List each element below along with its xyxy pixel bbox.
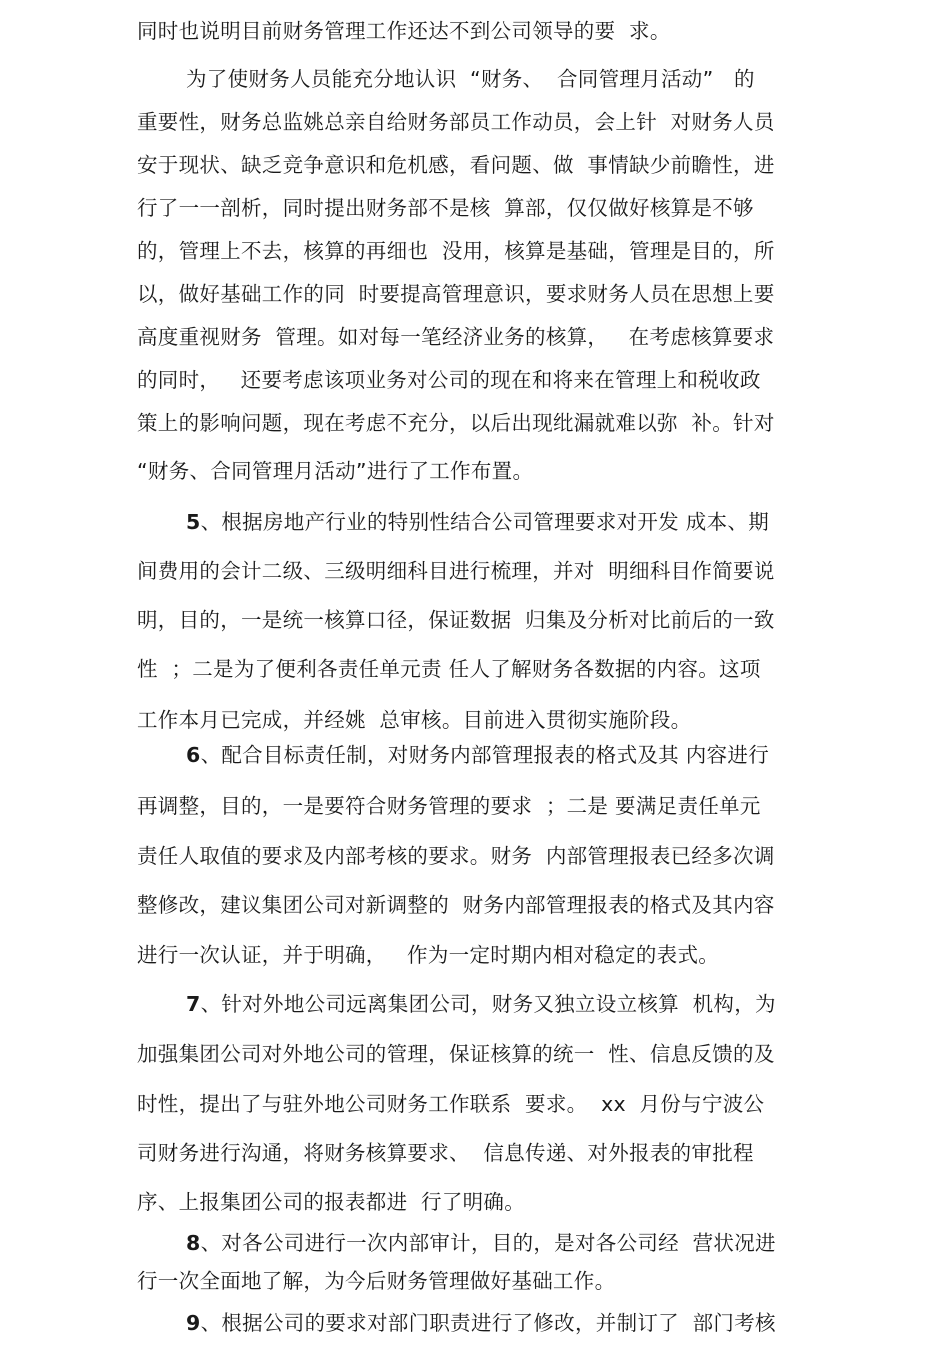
body-line: 重要性，财务总监姚总亲自给财务部员工作动员，会上针 对财务人员 [137,110,775,134]
list-item-6 [186,742,769,768]
body-line: 的同时， 还要考虑该项业务对公司的现在和将来在管理上和税收政 [137,368,761,392]
body-line: 整修改，建议集团公司对新调整的 财务内部管理报表的格式及其内容 [137,893,775,917]
body-line: 策上的影响问题，现在考虑不充分，以后出现纰漏就难以弥 补。针对 [137,411,775,435]
body-line: 安于现状、缺乏竞争意识和危机感，看问题、做 事情缺少前瞻性，进 [137,153,775,177]
body-line: 时性，提出了与驻外地公司财务工作联系 要求。 xx 月份与宁波公 [137,1092,765,1116]
list-item-7 [186,991,776,1017]
item-number: 6 [186,743,201,767]
body-line: 以，做好基础工作的同 时要提高管理意识，要求财务人员在思想上要 [137,282,775,306]
paragraph-first-line: 为了使财务人员能充分地认识 “财务、 合同管理月活动” 的 [186,67,755,91]
body-line: 加强集团公司对外地公司的管理，保证核算的统一 性、信息反馈的及 [137,1042,775,1066]
body-line: 工作本月已完成，并经姚 总审核。目前进入贯彻实施阶段。 [137,708,692,732]
body-line: 明，目的，一是统一核算口径，保证数据 归集及分析对比前后的一致 [137,608,775,632]
body-line: “财务、合同管理月活动”进行了工作布置。 [137,459,534,483]
body-line: 序、上报集团公司的报表都进 行了明确。 [137,1190,526,1214]
body-line: 再调整，目的，一是要符合财务管理的要求 ；二是 要满足责任单元 [137,794,761,818]
body-line: 司财务进行沟通，将财务核算要求、 信息传递、对外报表的审批程 [137,1141,754,1165]
list-item-9 [186,1310,776,1336]
item-number: 8 [186,1231,201,1255]
body-line: 间费用的会计二级、三级明细科目进行梳理，并对 明细科目作简要说 [137,559,775,583]
body-line: 进行一次认证，并于明确， 作为一定时期内相对稳定的表式。 [137,943,720,967]
list-item-5 [186,509,769,535]
body-line: 责任人取值的要求及内部考核的要求。财务 内部管理报表已经多次调 [137,844,775,868]
item-number: 9 [186,1311,201,1335]
item-text: 、针对外地公司远离集团公司，财务又独立设立核算 机构，为 [200,992,776,1016]
item-text: 、配合目标责任制，对财务内部管理报表的格式及其 内容进行 [200,743,769,767]
body-line: 同时也说明目前财务管理工作还达不到公司领导的要 求。 [137,19,671,43]
item-number: 7 [186,992,201,1016]
body-line: 行了一一剖析，同时提出财务部不是核 算部，仅仅做好核算是不够 [137,196,754,220]
list-item-8 [186,1230,776,1256]
body-line: 高度重视财务 管理。如对每一笔经济业务的核算， 在考虑核算要求 [137,325,775,349]
item-text: 、根据公司的要求对部门职责进行了修改，并制订了 部门考核 [200,1311,776,1335]
item-number: 5 [186,510,201,534]
body-line: 的，管理上不去，核算的再细也 没用，核算是基础，管理是目的，所 [137,239,775,263]
body-line: 行一次全面地了解，为今后财务管理做好基础工作。 [137,1269,616,1293]
body-line: 性 ；二是为了便利各责任单元责 任人了解财务各数据的内容。这项 [137,657,761,681]
item-text: 、根据房地产行业的特别性结合公司管理要求对开发 成本、期 [200,510,769,534]
item-text: 、对各公司进行一次内部审计，目的，是对各公司经 营状况进 [200,1231,776,1255]
